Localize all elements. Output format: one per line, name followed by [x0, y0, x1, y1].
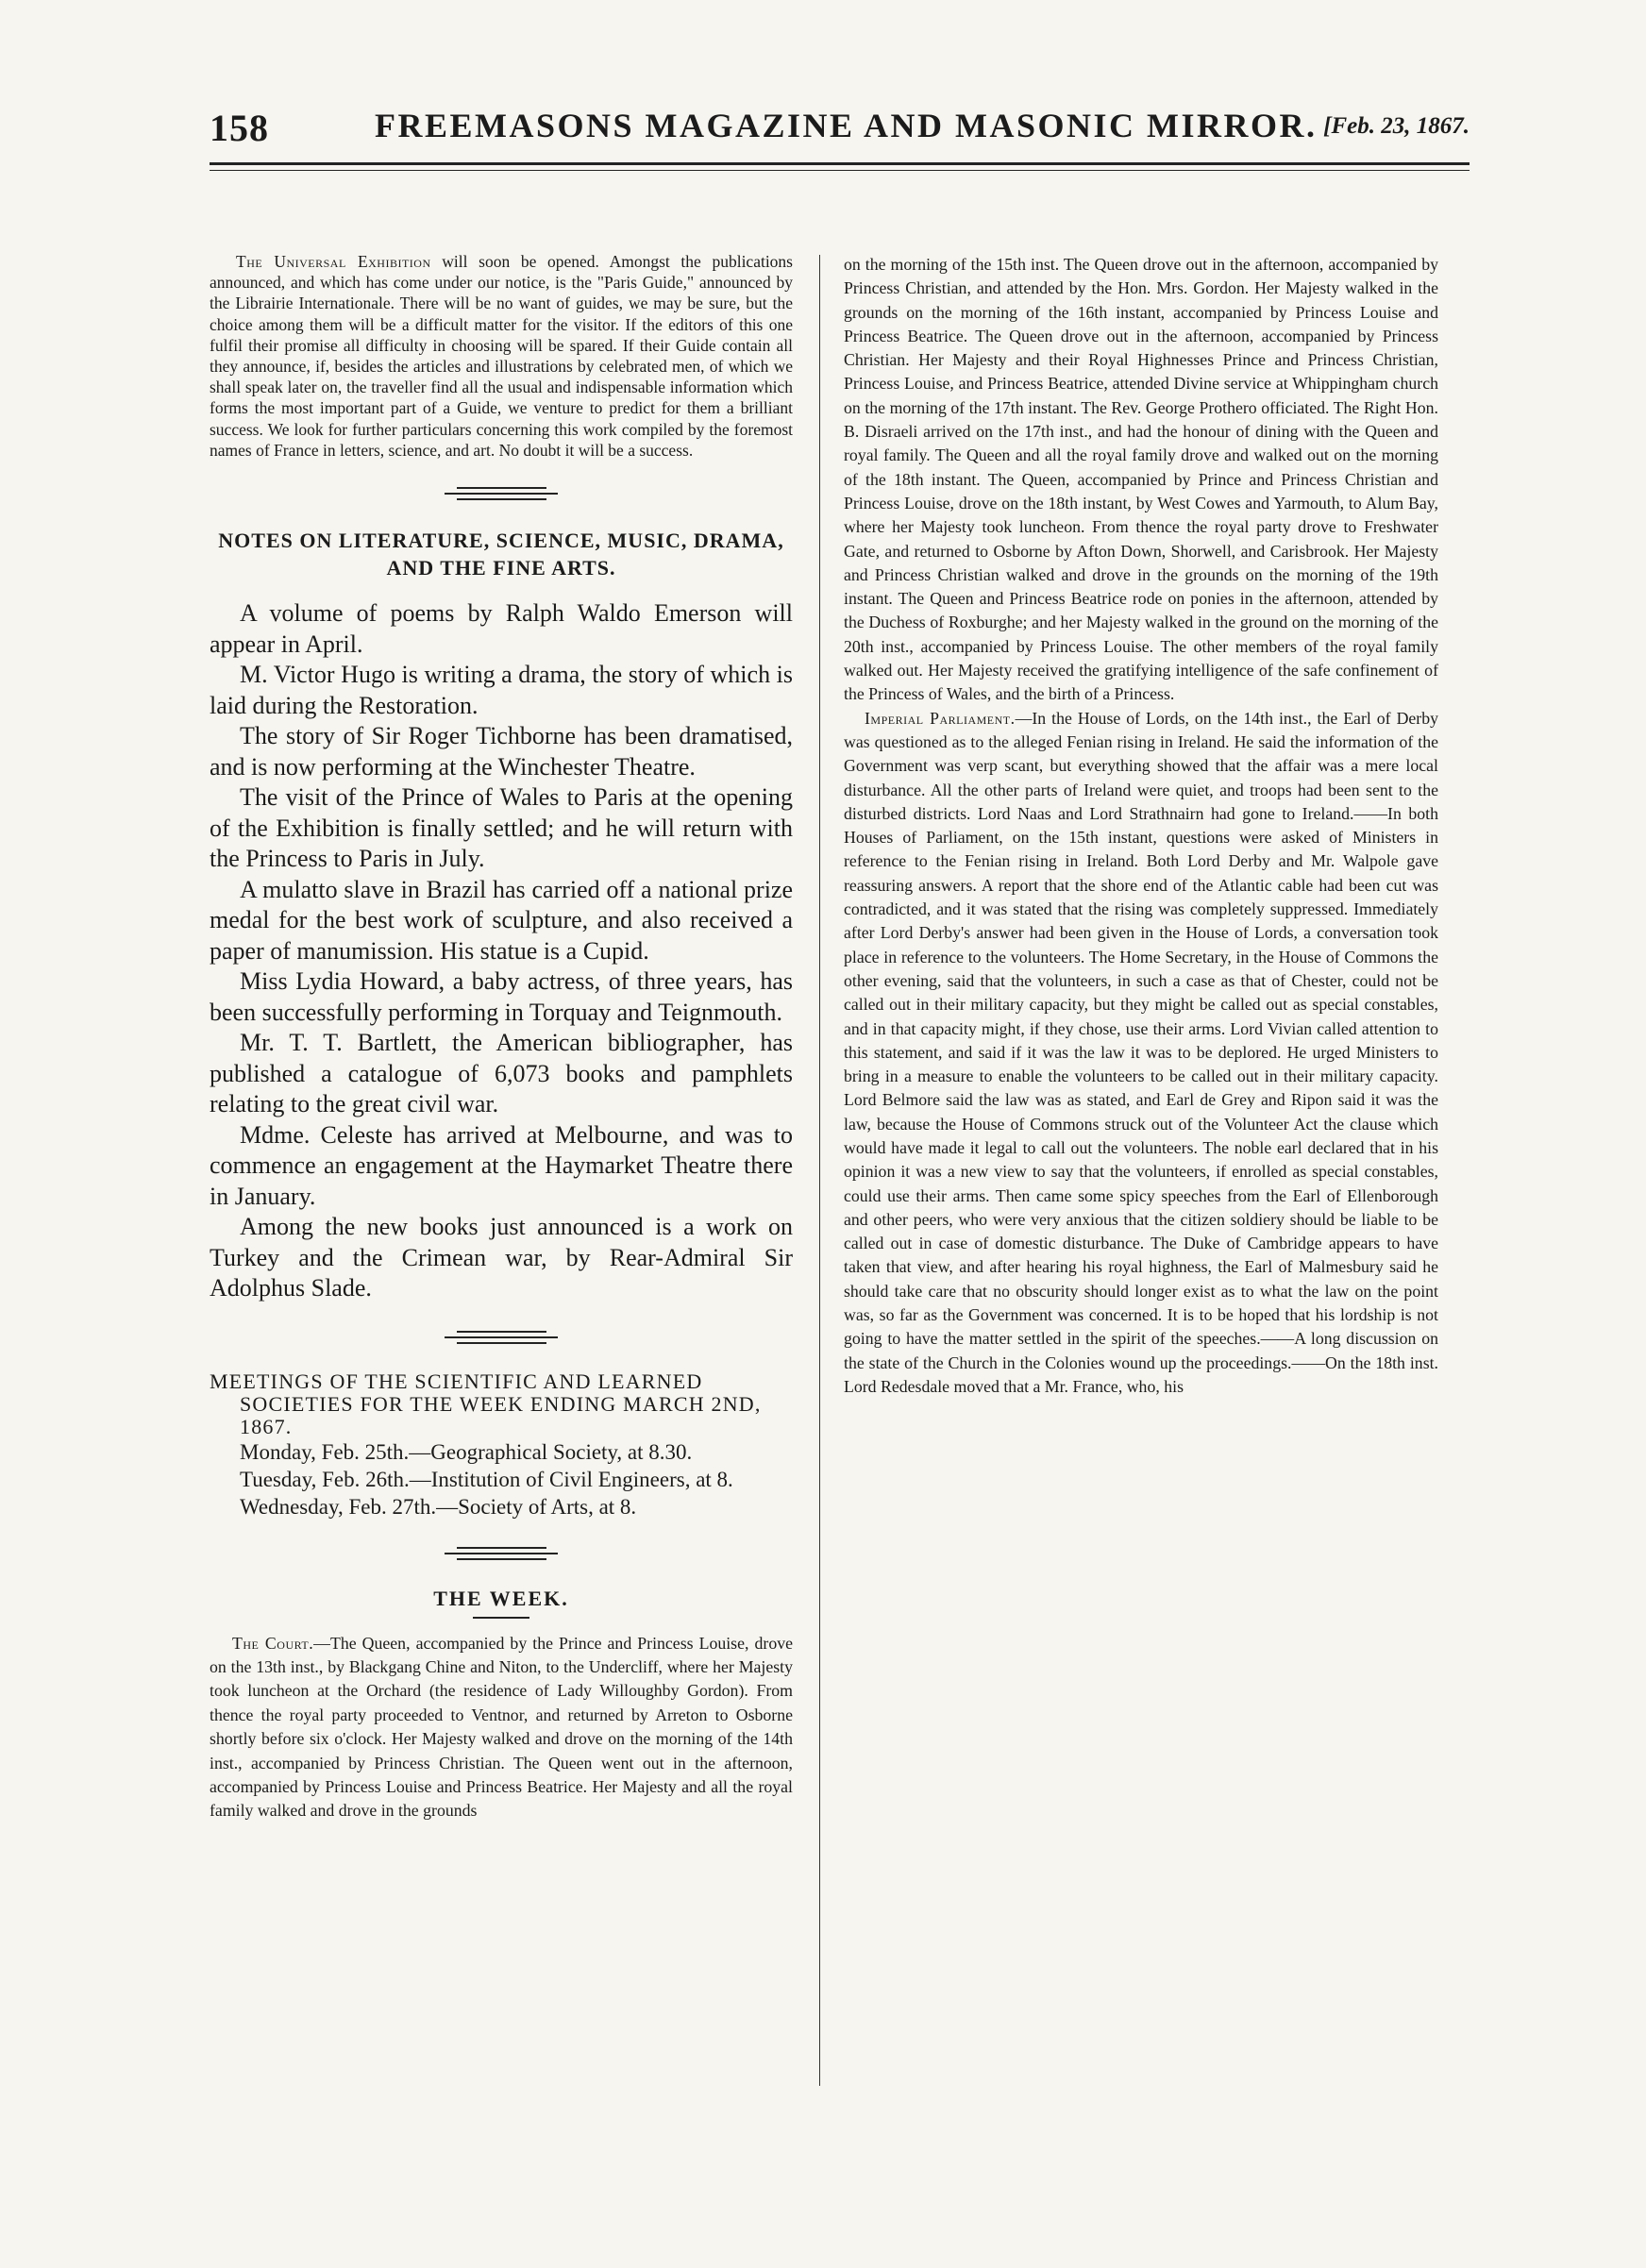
section-divider	[210, 1331, 793, 1344]
meetings-list	[210, 1438, 793, 1520]
meetings-heading	[210, 1370, 793, 1438]
week-heading: THE WEEK.	[433, 1586, 569, 1610]
court-text: —The Queen, accompanied by the Prince and Princess Louise, drove on the 13th inst., by Blackgang Chine and Niton, to the Undercliff, where her Majesty took luncheon at the Orchard (the residence of Lady Willoughby Gordon). From thence the royal party proceeded to Ventnor, and returned by Arreton to Osborne shortly before six o'clock. Her Majesty walked and drove on the morning of the 14th inst., accompanied by Princess Christian. The Queen went out in the afternoon, accompanied by Princess Louise and Princess Beatrice. Her Majesty and all the royal family walked and drove in the grounds	[210, 1633, 793, 1821]
note-item: Mdme. Celeste has arrived at Melbourne, and was to commence an engagement at the Haymarket Theatre there in January.	[210, 1120, 793, 1210]
exhibition-text: will soon be opened. Amongst the publications announced, and which has come under our notice, is the "Paris Guide," announced by the Librairie Internationale. There will be no want of guides, we may be sure, but the choice among them will be a difficult matter for the visitor. If the editors of this one fulfil their promise all difficulty in choosing will be spared. If their Guide contain all they announce, if, besides the articles and illustrations by celebrated men, of which we shall speak later on, the traveller find all the usual and indispensable information which forms the most important part of a Guide, we venture to predict for them a brilliant success. We look for further particulars concerning this work compiled by the foremost names of France in letters, science, and art. No doubt it will be a success.	[210, 252, 793, 460]
right-column	[844, 253, 1438, 1399]
court-paragraph	[210, 1632, 793, 1823]
note-item: A volume of poems by Ralph Waldo Emerson will appear in April.	[210, 599, 793, 658]
meetings-heading-line-1: MEETINGS OF THE SCIENTIFIC AND LEARNED	[210, 1369, 703, 1393]
court-continued: on the morning of the 15th inst. The Queen drove out in the afternoon, accompanied by Princess Christian, and attended by the Hon. Mrs. Gordon. Her Majesty walked in the grounds on the morning of the 16th instant, accompanied by Princess Louise and Princess Beatrice. The Queen drove out in the afternoon, accompanied by Princess Christian. Her Majesty and their Royal Highnesses Prince and Princess Christian, Princess Louise, and Princess Beatrice, attended Divine service at Whippingham church on the morning of the 17th instant. The Rev. George Prothero officiated. The Right Hon. B. Disraeli arrived on the 17th inst., and had the honour of dining with the Queen and royal family. The Queen and all the royal family drove and walked out on the morning of the 18th instant. The Queen, accompanied by Prince and Princess Christian and Princess Louise, drove on the 18th instant, by West Cowes and Yarmouth, to Alum Bay, where her Majesty took luncheon. From thence the royal party drove to Freshwater Gate, and returned to Osborne by Afton Down, Shorwell, and Carisbrook. Her Majesty and Princess Christian walked and drove in the grounds on the morning of the 19th instant. The Queen and Princess Beatrice rode on ponies in the afternoon, attended by the Duchess of Roxburghe; and her Majesty walked in the ground on the morning of the 20th inst., accompanied by Princess Louise. The other members of the royal family walked out. Her Majesty received the gratifying intelligence of the safe confinement of the Princess of Wales, and the birth of a Princess.	[844, 255, 1438, 704]
header-rule-thin	[210, 170, 1470, 171]
note-item: Miss Lydia Howard, a baby actress, of three years, has been successfully performing in Torquay and Teignmouth.	[210, 967, 793, 1026]
page-number: 158	[210, 107, 269, 149]
parliament-text: —In the House of Lords, on the 14th inst., the Earl of Derby was questioned as to the alleged Fenian rising in Ireland. He said the information of the Government was verp scant, but everything showed that the affair was a mere local disturbance. All the other parts of Ireland were quiet, and troops had been sent to the disturbed districts. Lord Naas and Lord Strathnairn had gone to Ireland.——In both Houses of Parliament, on the 15th instant, questions were asked of Ministers in reference to the Fenian rising in Ireland. Both Lord Derby and Mr. Walpole gave reassuring answers. A report that the shore end of the Atlantic cable had been cut was contradicted, and it was stated that the rising was completely suppressed. Immediately after Lord Derby's answer had been given in the House of Lords, a conversation took place in reference to the volunteers. The Home Secretary, in the House of Commons the other evening, said that the volunteers, in such a case as that of Chester, could not be called out in their military capacity, but they might be called out as special constables, and in that capacity might, if they chose, use their arms. Lord Vivian called attention to this statement, and said if it was the law it was to be deplored. He urged Ministers to bring in a measure to enable the volunteers to be called out in their military capacity. Lord Belmore said the law was as stated, and Earl de Grey and Ripon said it was the law, because the House of Commons struck out of the Volunteer Act the clause which would have made it legal to call out the volunteers. The noble earl declared that in his opinion it was a new view to say that the volunteers, if enrolled as special constables, could use their arms. Then came some spicy speeches from the Earl of Ellenborough and other peers, who were very anxious that the citizen soldiery should be liable to be called out in case of domestic disturbance. The Duke of Cambridge appears to have taken that view, and after hearing his royal highness, the Earl of Malmesbury said he should take care that no obscurity should longer exist as to what the law on the point was, so far as the Government was concerned. It is to be hoped that his lordship is not going to have the matter settled in the spirit of the speeches.——A long discussion on the state of the Church in the Colonies wound up the proceedings.——On the 18th inst. Lord Redesdale moved that a Mr. France, who, his	[844, 708, 1438, 1396]
court-lead: The Court.	[232, 1633, 314, 1653]
meeting-item: Wednesday, Feb. 27th.—Society of Arts, at 8.	[240, 1494, 637, 1519]
note-item: Among the new books just announced is a work on Turkey and the Crimean war, by Rear-Admiral Sir Adolphus Slade.	[210, 1213, 793, 1302]
masthead-title: FREEMASONS MAGAZINE AND MASONIC MIRROR.	[375, 107, 1318, 144]
column-divider	[819, 255, 820, 2086]
meeting-item: Tuesday, Feb. 26th.—Institution of Civil Engineers, at 8.	[240, 1467, 733, 1491]
note-item: M. Victor Hugo is writing a drama, the story of which is laid during the Restoration.	[210, 661, 793, 719]
exhibition-paragraph	[210, 251, 793, 461]
issue-date: [Feb. 23, 1867.	[1323, 113, 1470, 139]
meeting-item: Monday, Feb. 25th.—Geographical Society, at 8.30.	[240, 1439, 693, 1464]
meetings-heading-line-2: SOCIETIES FOR THE WEEK ENDING MARCH 2ND, 1867.	[240, 1391, 762, 1438]
week-heading-rule	[473, 1617, 529, 1619]
note-item: The story of Sir Roger Tichborne has been dramatised, and is now performing at the Winchester Theatre.	[210, 722, 793, 781]
parliament-lead: Imperial Parliament.	[865, 708, 1016, 728]
notes-list	[210, 598, 793, 1304]
page-header	[210, 106, 1470, 162]
note-item: Mr. T. T. Bartlett, the American bibliographer, has published a catalogue of 6,073 books and pamphlets relating to the great civil war.	[210, 1029, 793, 1118]
note-item: The visit of the Prince of Wales to Paris at the opening of the Exhibition is finally settled; and he will return with the Princess to Paris in July.	[210, 783, 793, 873]
note-item: A mulatto slave in Brazil has carried off a national prize medal for the best work of sculpture, and also received a paper of manumission. His statue is a Cupid.	[210, 875, 793, 965]
parliament-paragraph	[844, 707, 1438, 1400]
notes-heading: NOTES ON LITERATURE, SCIENCE, MUSIC, DRAMA, AND THE FINE ARTS.	[218, 529, 784, 580]
section-divider	[210, 1547, 793, 1560]
header-rule	[210, 162, 1470, 165]
section-divider	[210, 487, 793, 500]
left-column	[210, 251, 793, 1823]
exhibition-lead: The Universal Exhibition	[236, 252, 431, 271]
